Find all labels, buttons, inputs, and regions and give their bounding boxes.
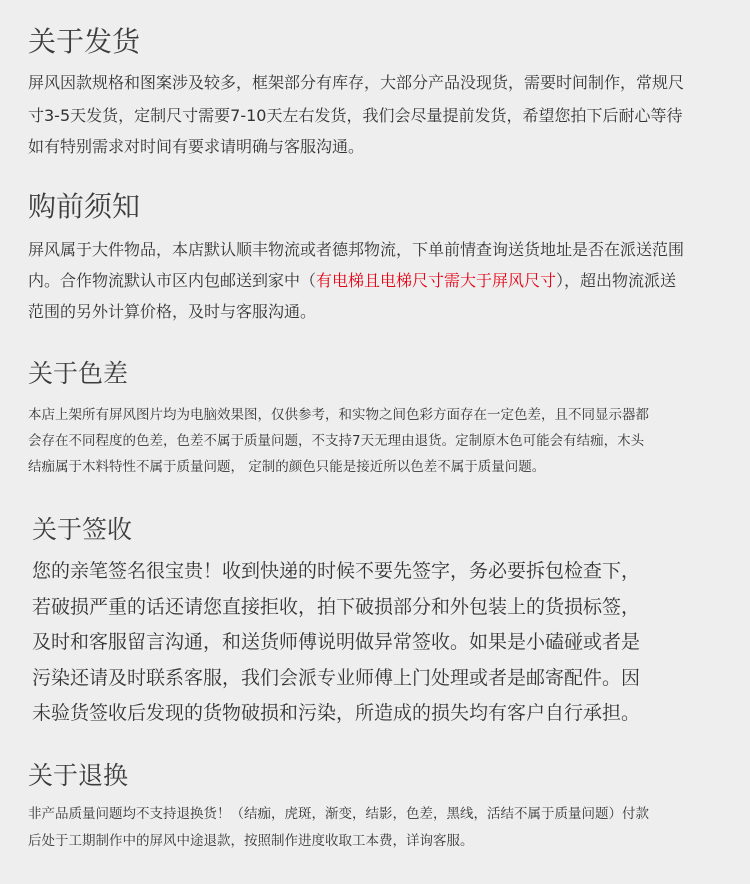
sign-for-text-line-3: 及时和客服留言沟通，和送货师傅说明做异常签收。如果是小磕碰或者是 (32, 631, 641, 653)
pre-purchase-text-line-2 (28, 268, 676, 291)
pre-purchase-highlight: 有电梯且电梯尺寸需大于屏风尺寸 (316, 271, 557, 290)
sign-for-text-line-5: 未验货签收后发现的货物破损和污染，所造成的损失均有客户自行承担。 (32, 702, 641, 724)
color-diff-text-line-3: 结痂属于木料特性不属于质量问题， 定制的颜色只能是接近所以色差不属于质量问题。 (28, 459, 546, 475)
returns-text-line-2: 后处于工期制作中的屏风中途退款，按照制作进度收取工本费，详询客服。 (28, 833, 474, 849)
color-diff-text-line-2: 会存在不同程度的色差，色差不属于质量问题，不支持7天无理由退货。定制原木色可能会有结痂，木头 (28, 433, 645, 449)
section-title-returns: 关于退换 (28, 761, 129, 790)
section-title-pre-purchase: 购前须知 (28, 190, 141, 223)
section-title-sign-for: 关于签收 (32, 515, 133, 544)
shipping-text-line-3: 如有特别需求对时间有要求请明确与客服沟通。 (28, 137, 365, 156)
section-title-shipping: 关于发货 (28, 25, 141, 58)
shipping-text-line-2: 寸3-5天发货，定制尺寸需要7-10天左右发货，我们会尽量提前发货，希望您拍下后耐心等待 (28, 106, 683, 125)
sign-for-text-line-1: 您的亲笔签名很宝贵！收到快递的时候不要先签字，务必要拆包检查下， (32, 560, 641, 582)
pre-purchase-text-line-3: 范围的另外计算价格，及时与客服沟通。 (28, 302, 317, 321)
pre-purchase-text-line-1: 屏风属于大件物品，本店默认顺丰物流或者德邦物流，下单前情查询送货地址是否在派送范围 (28, 240, 685, 259)
section-title-color-difference: 关于色差 (28, 359, 129, 388)
shipping-text-line-1: 屏风因款规格和图案涉及较多，框架部分有库存，大部分产品没现货，需要时间制作，常规尺 (28, 73, 685, 92)
sign-for-text-line-4: 污染还请及时联系客服，我们会派专业师傅上门处理或者是邮寄配件。因 (32, 667, 641, 689)
returns-text-line-1: 非产品质量问题均不支持退换货！（结痂，虎斑，渐变，结影，色差，黑线，活结不属于质量问题）付款 (28, 806, 649, 822)
sign-for-text-line-2: 若破损严重的话还请您直接拒收，拍下破损部分和外包装上的货损标签， (32, 596, 641, 618)
color-diff-text-line-1: 本店上架所有屏风图片均为电脑效果图，仅供参考，和实物之间色彩方面存在一定色差，且不同显示器都 (28, 407, 649, 423)
pre-purchase-text-after: ），超出物流派送 (556, 271, 677, 290)
pre-purchase-text-before: 内。合作物流默认市区内包邮送到家中（ (28, 271, 317, 290)
